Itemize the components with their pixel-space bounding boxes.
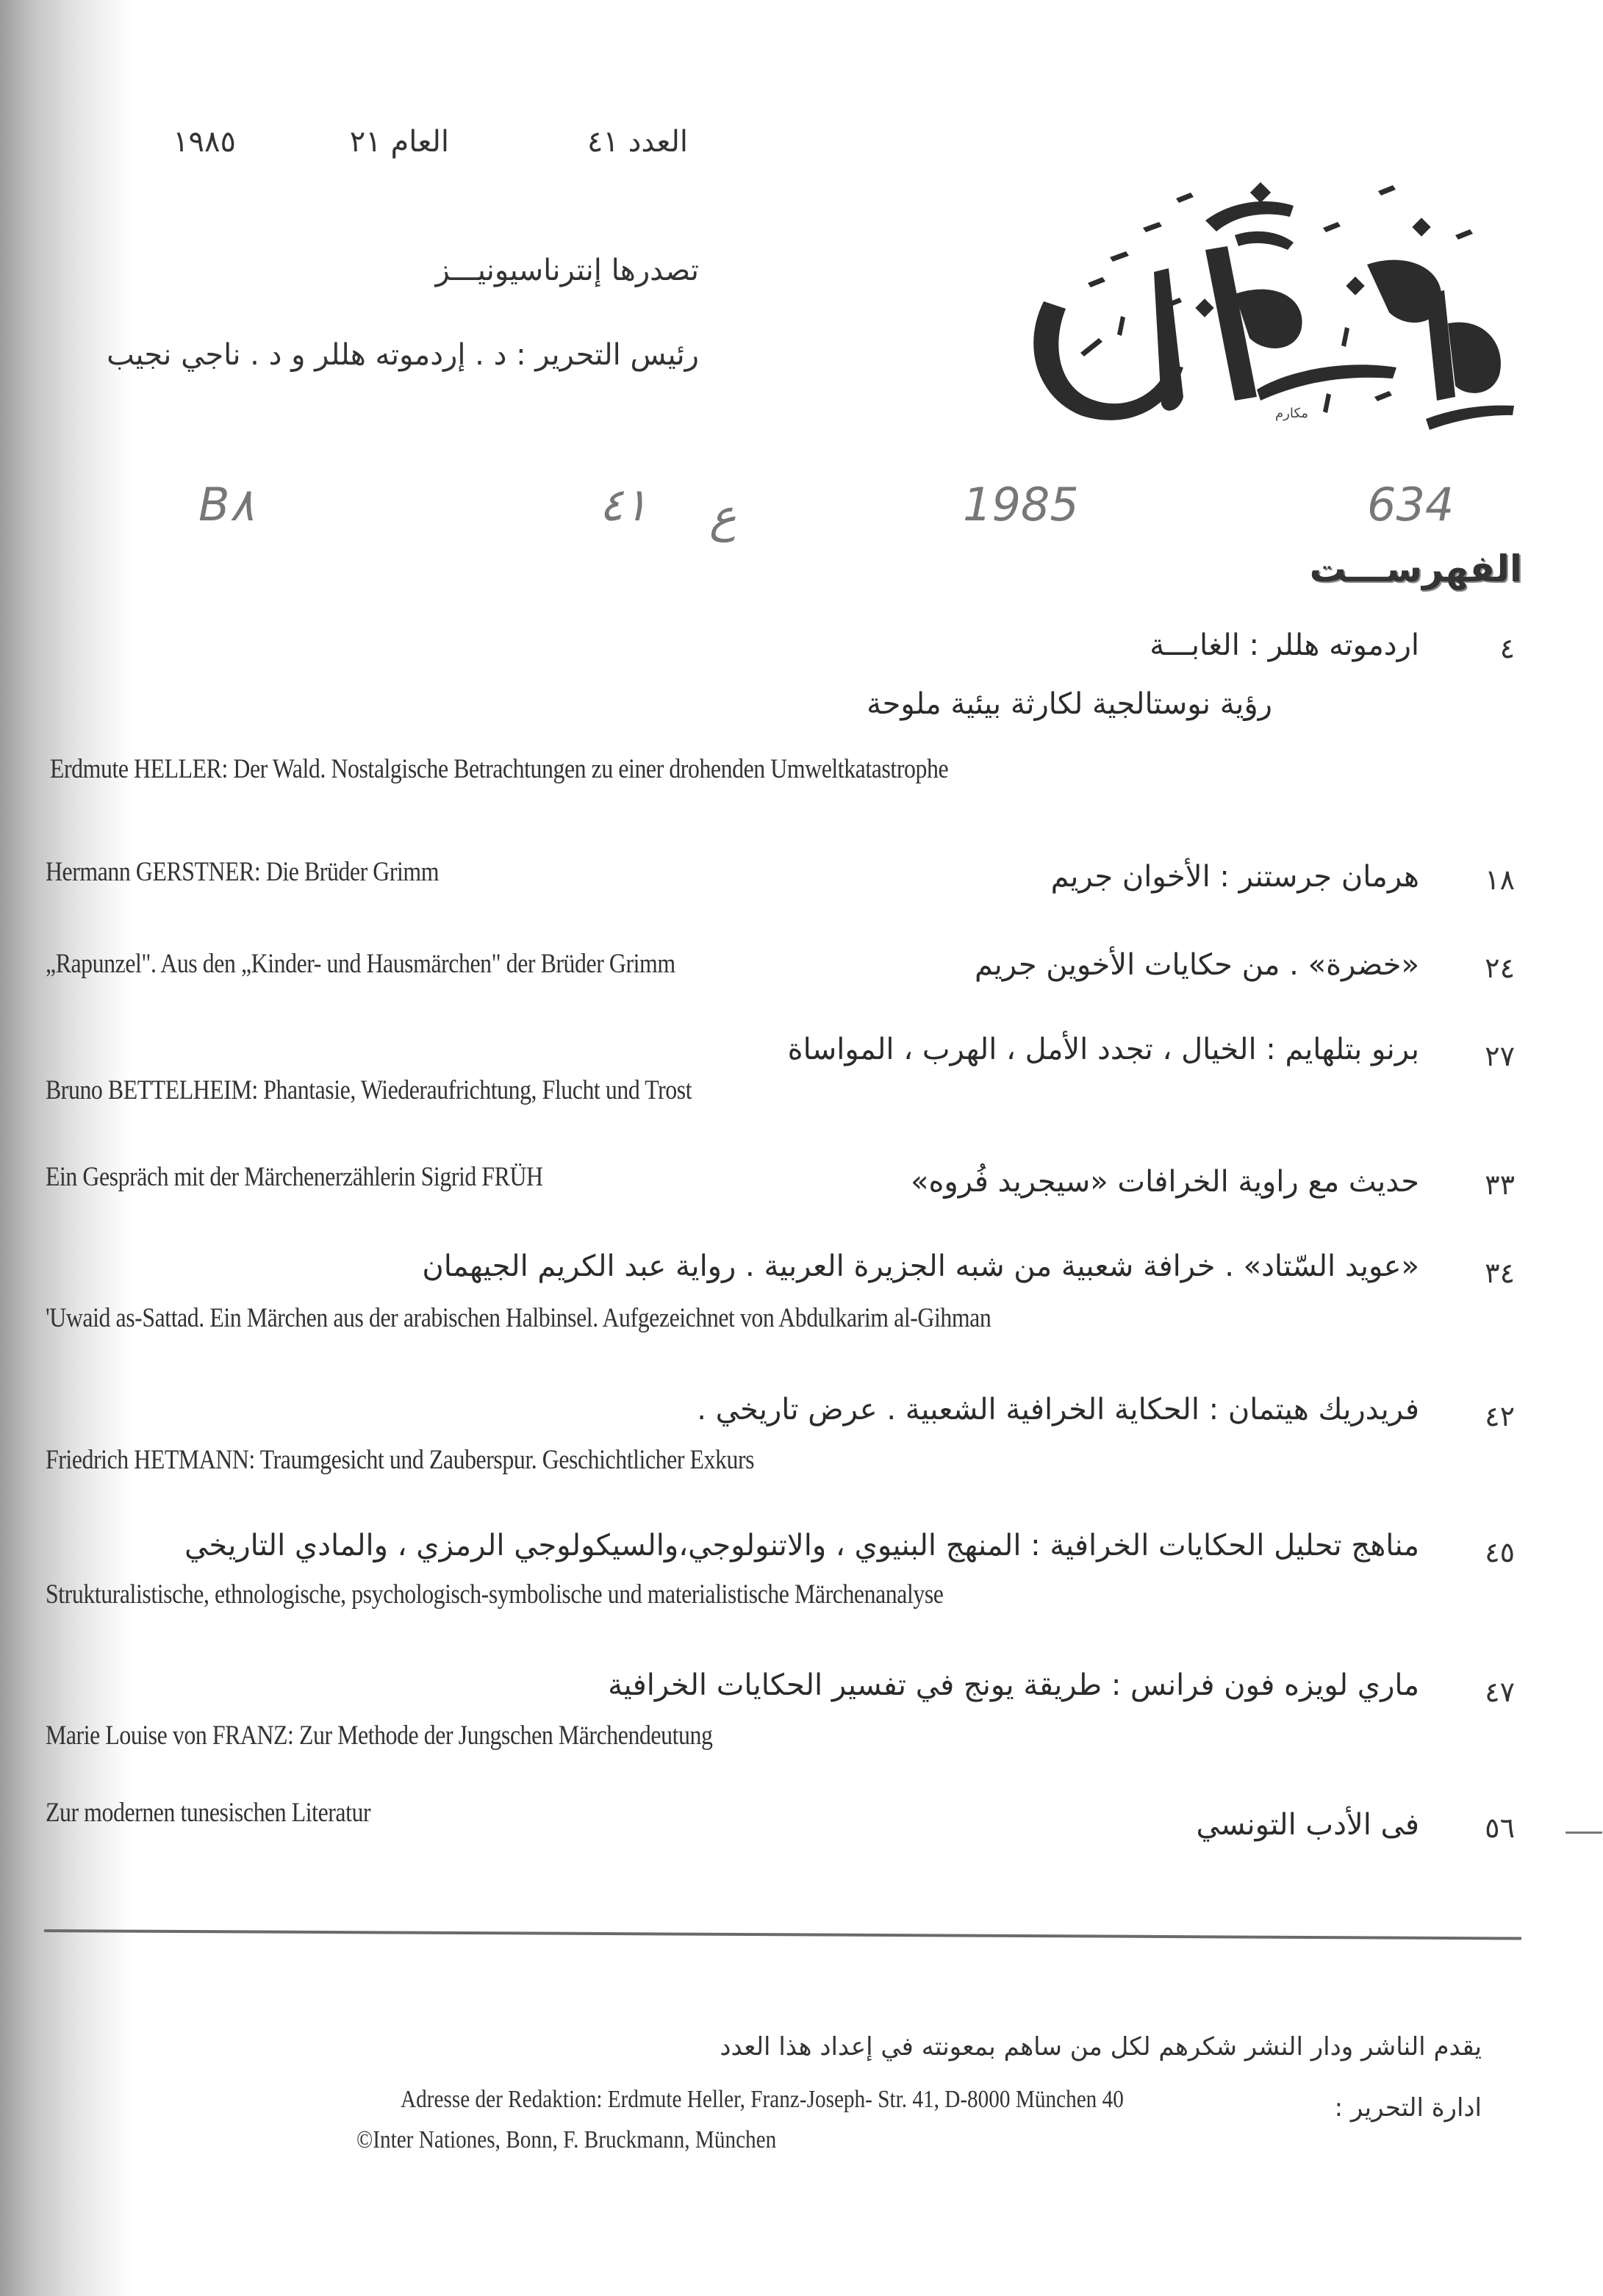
editorial-address: Adresse der Redaktion: Erdmute Heller, Franz-Joseph- Str. 41, D-8000 München 40: [401, 2086, 1124, 2113]
handwritten-note: B٨: [198, 478, 254, 531]
toc-entry-arabic-subtitle: رؤية نوستالجية لكارثة بيئية ملوحة: [867, 687, 1272, 721]
toc-entry-arabic: «خضرة» . من حكايات الأخوين جريم: [975, 948, 1419, 982]
toc-entry-german: „Rapunzel". Aus den „Kinder- und Hausmärchen" der Brüder Grimm: [46, 949, 675, 979]
toc-page-number: ٥٦: [1485, 1812, 1515, 1844]
margin-mark: [1566, 1832, 1602, 1834]
toc-entry-arabic: ماري لويزه فون فرانس : طريقة يونج في تفسير الحكايات الخرافية: [608, 1668, 1419, 1702]
toc-entry-arabic: فريدريك هيتمان : الحكاية الخرافية الشعبية . عرض تاريخي .: [697, 1393, 1419, 1427]
toc-entry-german: Strukturalistische, ethnologische, psychologisch-symbolische und materialistische Märchenanalyse: [46, 1579, 944, 1610]
toc-entry-german: Erdmute HELLER: Der Wald. Nostalgische Betrachtungen zu einer drohenden Umweltkatastrophe: [50, 754, 949, 784]
calligraphic-logo: [1014, 176, 1529, 441]
year-volume: العام ٢١: [349, 125, 449, 159]
editors-line: رئيس التحرير : د . إردموته هللر و د . ناجي نجيب: [107, 338, 699, 372]
toc-entry-arabic: فى الأدب التونسي: [1196, 1808, 1419, 1842]
toc-entry-german: Hermann GERSTNER: Die Brüder Grimm: [46, 857, 440, 887]
handwritten-note: ٤١: [599, 478, 648, 531]
calligraphy-logo-icon: [1014, 176, 1529, 441]
toc-entry-arabic: حديث مع راوية الخرافات «سيجريد فُروه»: [910, 1165, 1419, 1199]
toc-entry-german: 'Uwaid as-Sattad. Ein Märchen aus der arabischen Halbinsel. Aufgezeichnet von Abdulkarim al-Gihman: [46, 1303, 991, 1333]
toc-entry-arabic: اردموته هللر : الغابـــة: [1150, 628, 1419, 662]
toc-entry-arabic: مناهج تحليل الحكايات الخرافية : المنهج البنيوي ، والاتنولوجي،والسيكولوجي الرمزي ، والمادي التاريخي: [184, 1529, 1419, 1563]
handwritten-note: ع: [709, 489, 736, 542]
toc-page-number: ٤: [1499, 632, 1515, 664]
toc-title: الفهرســـت: [1309, 548, 1522, 590]
publisher-thanks: يقدم الناشر ودار النشر شكرهم لكل من ساهم بمعونته في إعداد هذا العدد: [720, 2032, 1482, 2062]
publisher-line: تصدرها إنترناسيونيـــز: [435, 254, 699, 287]
divider-rule: [44, 1929, 1521, 1940]
toc-page-number: ٤٧: [1485, 1676, 1515, 1708]
toc-entry-german: Zur modernen tunesischen Literatur: [46, 1798, 371, 1828]
toc-page-number: ٤٥: [1485, 1536, 1515, 1568]
toc-entry-german: Friedrich HETMANN: Traumgesicht und Zauberspur. Geschichtlicher Exkurs: [46, 1445, 755, 1475]
toc-page-number: ٣٤: [1485, 1257, 1515, 1289]
toc-page-number: ٢٧: [1485, 1040, 1515, 1072]
issue-number: العدد ٤١: [587, 125, 688, 159]
toc-page-number: ٣٣: [1485, 1169, 1515, 1201]
publication-year: ١٩٨٥: [173, 125, 236, 159]
toc-entry-arabic: «عويد السّتاد» . خرافة شعبية من شبه الجزيرة العربية . رواية عبد الكريم الجيهمان: [422, 1249, 1419, 1283]
toc-entry-arabic: هرمان جرستنر : الأخوان جريم: [1050, 860, 1419, 894]
editorial-address-label: ادارة التحرير :: [1334, 2093, 1482, 2123]
copyright-notice: ©Inter Nationes, Bonn, F. Bruckmann, München: [356, 2126, 777, 2153]
handwritten-note: 634: [1367, 478, 1455, 531]
toc-entry-german: Ein Gespräch mit der Märchenerzählerin Sigrid FRÜH: [46, 1162, 543, 1192]
toc-entry-german: Marie Louise von FRANZ: Zur Methode der Jungschen Märchendeutung: [46, 1721, 713, 1751]
toc-page-number: ١٨: [1485, 864, 1515, 896]
toc-page-number: ٤٢: [1485, 1400, 1515, 1432]
toc-page-number: ٢٤: [1485, 952, 1515, 984]
calligrapher-signature: مكارم: [1275, 406, 1308, 421]
handwritten-note: 1985: [963, 478, 1079, 531]
toc-entry-arabic: برنو بتلهايم : الخيال ، تجدد الأمل ، الهرب ، المواساة: [787, 1033, 1419, 1066]
toc-entry-german: Bruno BETTELHEIM: Phantasie, Wiederaufrichtung, Flucht und Trost: [46, 1075, 692, 1105]
